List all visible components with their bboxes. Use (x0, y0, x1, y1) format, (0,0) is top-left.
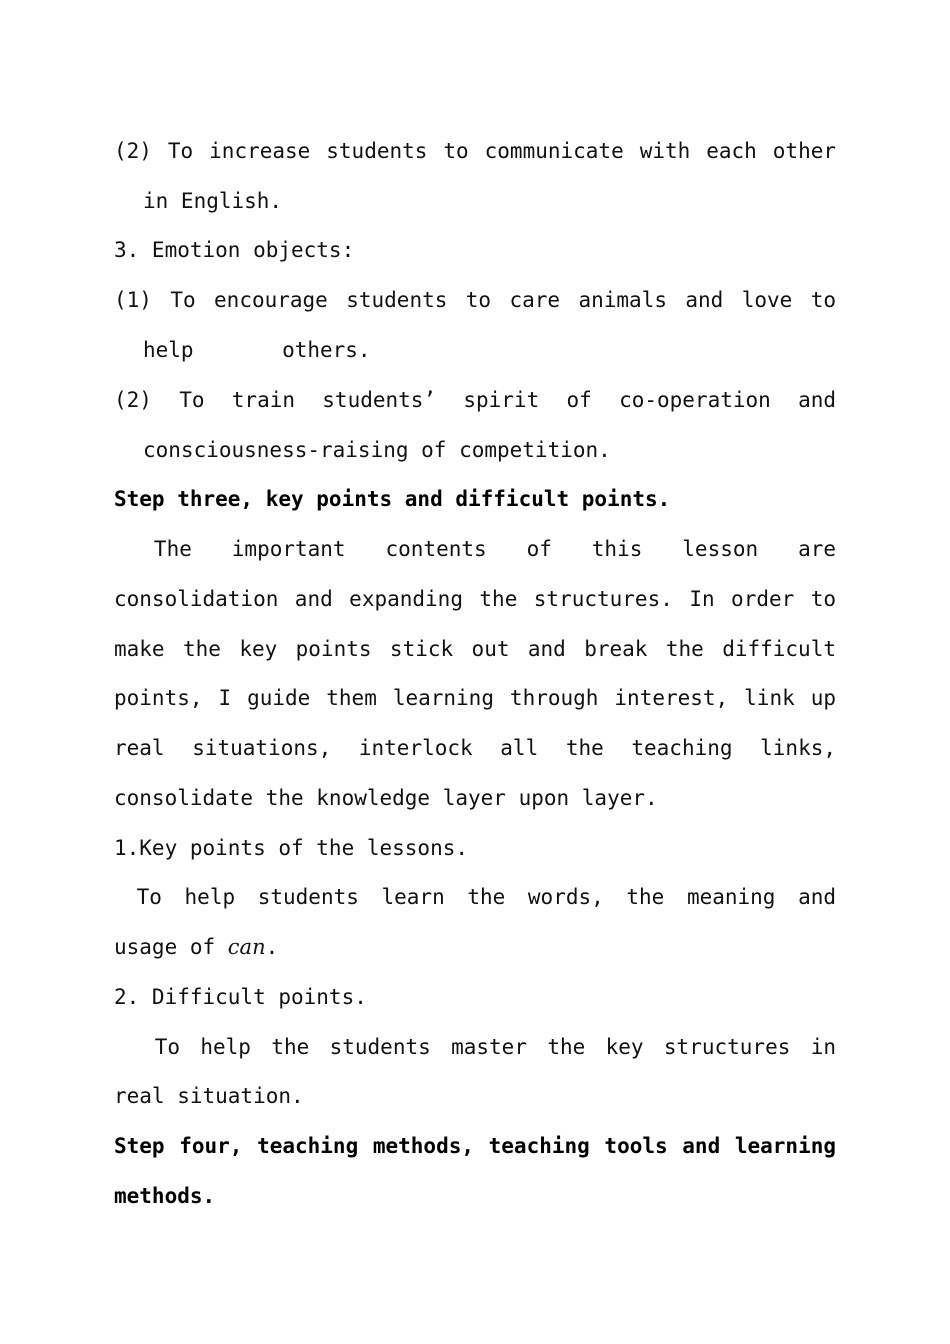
communication-item-line-2: in English. (143, 189, 283, 213)
emotion-item-1-line-2: help others. (143, 338, 371, 362)
emotion-item-2-line-2: consciousness-raising of competition. (143, 438, 611, 462)
step-three-paragraph-line-3: make the key points stick out and break the difficult (114, 637, 836, 661)
emotion-item-2-line-1: (2) To train students’ spirit of co-operation and (114, 388, 836, 412)
step-three-paragraph-line-6: consolidate the knowledge layer upon layer. (114, 786, 658, 810)
difficult-points-text-line-2: real situation. (114, 1084, 304, 1108)
difficult-points-heading: 2. Difficult points. (114, 985, 367, 1009)
emotion-item-1-line-1: (1) To encourage students to care animals and love to (114, 288, 836, 312)
step-three-paragraph-line-1: The important contents of this lesson are (114, 537, 836, 561)
key-points-text-line-1: To help students learn the words, the meaning and (114, 885, 836, 909)
key-points-text-suffix: . (265, 935, 279, 959)
difficult-points-text-line-1: To help the students master the key structures in (114, 1035, 836, 1059)
key-points-italic-can: can (227, 935, 266, 959)
step-three-heading: Step three, key points and difficult points. (114, 487, 671, 511)
step-three-paragraph-line-2: consolidation and expanding the structures. In order to (114, 587, 836, 611)
step-three-paragraph-line-4: points, I guide them learning through interest, link up (114, 686, 836, 710)
step-four-heading-line-2: methods. (114, 1184, 216, 1208)
emotion-objects-heading: 3. Emotion objects: (114, 238, 355, 262)
step-three-paragraph-line-5: real situations, interlock all the teaching links, (114, 736, 836, 760)
step-four-heading-line-1: Step four, teaching methods, teaching tools and learning (114, 1134, 836, 1158)
communication-item-line-1: (2) To increase students to communicate with each other (114, 139, 836, 163)
key-points-text-line-2 (114, 932, 836, 962)
key-points-text-prefix: usage of (114, 935, 228, 959)
key-points-heading: 1.Key points of the lessons. (114, 836, 469, 860)
